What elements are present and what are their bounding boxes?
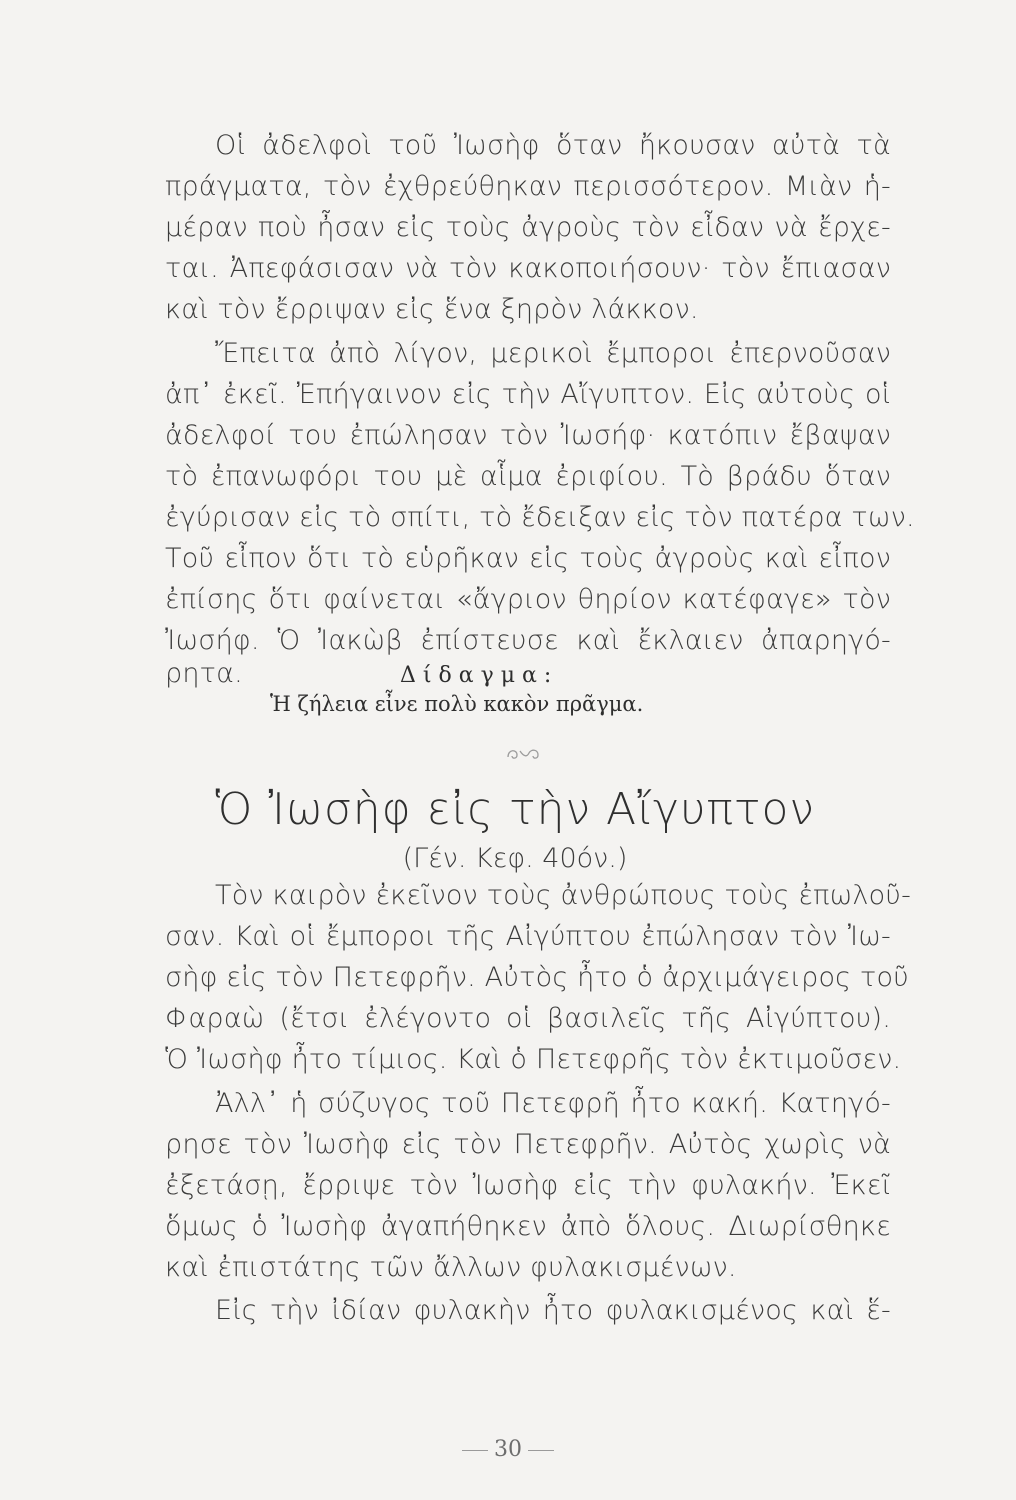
text-line: Ἀλλ᾿ ἡ σύζυγος τοῦ Πετεφρῆ ἦτο κακή. Κατηγό-	[215, 1088, 891, 1119]
page-number-dash	[462, 1450, 488, 1451]
text-line: ρητα.	[165, 658, 243, 689]
text-line: Ἔπειτα ἀπὸ λίγον, μερικοὶ ἔμποροι ἐπερνοῦσαν	[215, 338, 891, 369]
page-number-value: 30	[494, 1437, 522, 1462]
ornament-icon	[505, 745, 541, 763]
text-line: ται. Ἀπεφάσισαν νὰ τὸν κακοποιήσουν· τὸν ἔπιασαν	[165, 253, 891, 284]
lesson-heading: Δίδαγμα:	[400, 663, 559, 688]
text-line: Τοῦ εἶπον ὅτι τὸ εὑρῆκαν εἰς τοὺς ἀγροὺς καὶ εἶπον	[165, 543, 891, 574]
text-line: Φαραὼ (ἔτσι ἐλέγοντο οἱ βασιλεῖς τῆς Αἰγύπτου).	[165, 1003, 891, 1034]
text-line: τὸ ἐπανωφόρι του μὲ αἷμα ἐριφίου. Τὸ βράδυ ὅταν	[165, 461, 891, 492]
text-line: καὶ τὸν ἔρριψαν εἰς ἕνα ξηρὸν λάκκον.	[165, 294, 699, 325]
lesson-text: Ἡ ζήλεια εἶνε πολὺ κακὸν πρᾶγμα.	[270, 692, 644, 716]
text-line: μέραν ποὺ ἦσαν εἰς τοὺς ἀγροὺς τὸν εἶδαν νὰ ἔρχε-	[165, 212, 891, 243]
text-line: Τὸν καιρὸν ἐκεῖνον τοὺς ἀνθρώπους τοὺς ἐπωλοῦ-	[215, 880, 912, 911]
text-line: ἐπίσης ὅτι φαίνεται «ἄγριον θηρίον κατέφαγε» τὸν	[165, 584, 891, 615]
text-line: σαν. Καὶ οἱ ἔμποροι τῆς Αἰγύπτου ἐπώλησαν τὸν Ἰω-	[165, 921, 891, 952]
text-line: ἀδελφοί του ἐπώλησαν τὸν Ἰωσήφ· κατόπιν ἔβαψαν	[165, 420, 891, 451]
text-line: ἀπ᾿ ἐκεῖ. Ἐπήγαινον εἰς τὴν Αἴγυπτον. Εἰς αὐτοὺς οἱ	[165, 379, 891, 410]
text-line: ὅμως ὁ Ἰωσὴφ ἀγαπήθηκεν ἀπὸ ὅλους. Διωρίσθηκε	[165, 1211, 891, 1242]
text-line: Ὁ Ἰωσὴφ ἦτο τίμιος. Καὶ ὁ Πετεφρῆς τὸν ἐκτιμοῦσεν.	[165, 1044, 902, 1075]
chapter-title: Ὁ Ἰωσὴφ εἰς τὴν Αἴγυπτον	[214, 784, 816, 835]
text-line: ἐγύρισαν εἰς τὸ σπίτι, τὸ ἔδειξαν εἰς τὸν πατέρα των.	[165, 502, 915, 533]
text-line: Ἰωσήφ. Ὁ Ἰακὼβ ἐπίστευσε καὶ ἔκλαιεν ἀπαρηγό-	[165, 625, 891, 656]
page-number-dash	[528, 1450, 554, 1451]
text-line: καὶ ἐπιστάτης τῶν ἄλλων φυλακισμένων.	[165, 1252, 737, 1283]
text-line: ρησε τὸν Ἰωσὴφ εἰς τὸν Πετεφρῆν. Αὐτὸς χωρὶς νὰ	[165, 1129, 891, 1160]
page-number	[0, 1437, 1016, 1462]
text-line: Εἰς τὴν ἰδίαν φυλακὴν ἦτο φυλακισμένος καὶ ἕ-	[215, 1295, 891, 1326]
chapter-subtitle: (Γέν. Κεφ. 40όν.)	[402, 843, 628, 874]
text-line: πράγματα, τὸν ἐχθρεύθηκαν περισσότερον. Μιὰν ἡ-	[165, 171, 891, 202]
text-line: ἐξετάσῃ, ἔρριψε τὸν Ἰωσὴφ εἰς τὴν φυλακήν. Ἐκεῖ	[165, 1170, 891, 1201]
text-line: σὴφ εἰς τὸν Πετεφρῆν. Αὐτὸς ἦτο ὁ ἀρχιμάγειρος τοῦ	[165, 962, 909, 993]
text-line: Οἱ ἀδελφοὶ τοῦ Ἰωσὴφ ὅταν ἤκουσαν αὐτὰ τὰ	[215, 130, 891, 161]
